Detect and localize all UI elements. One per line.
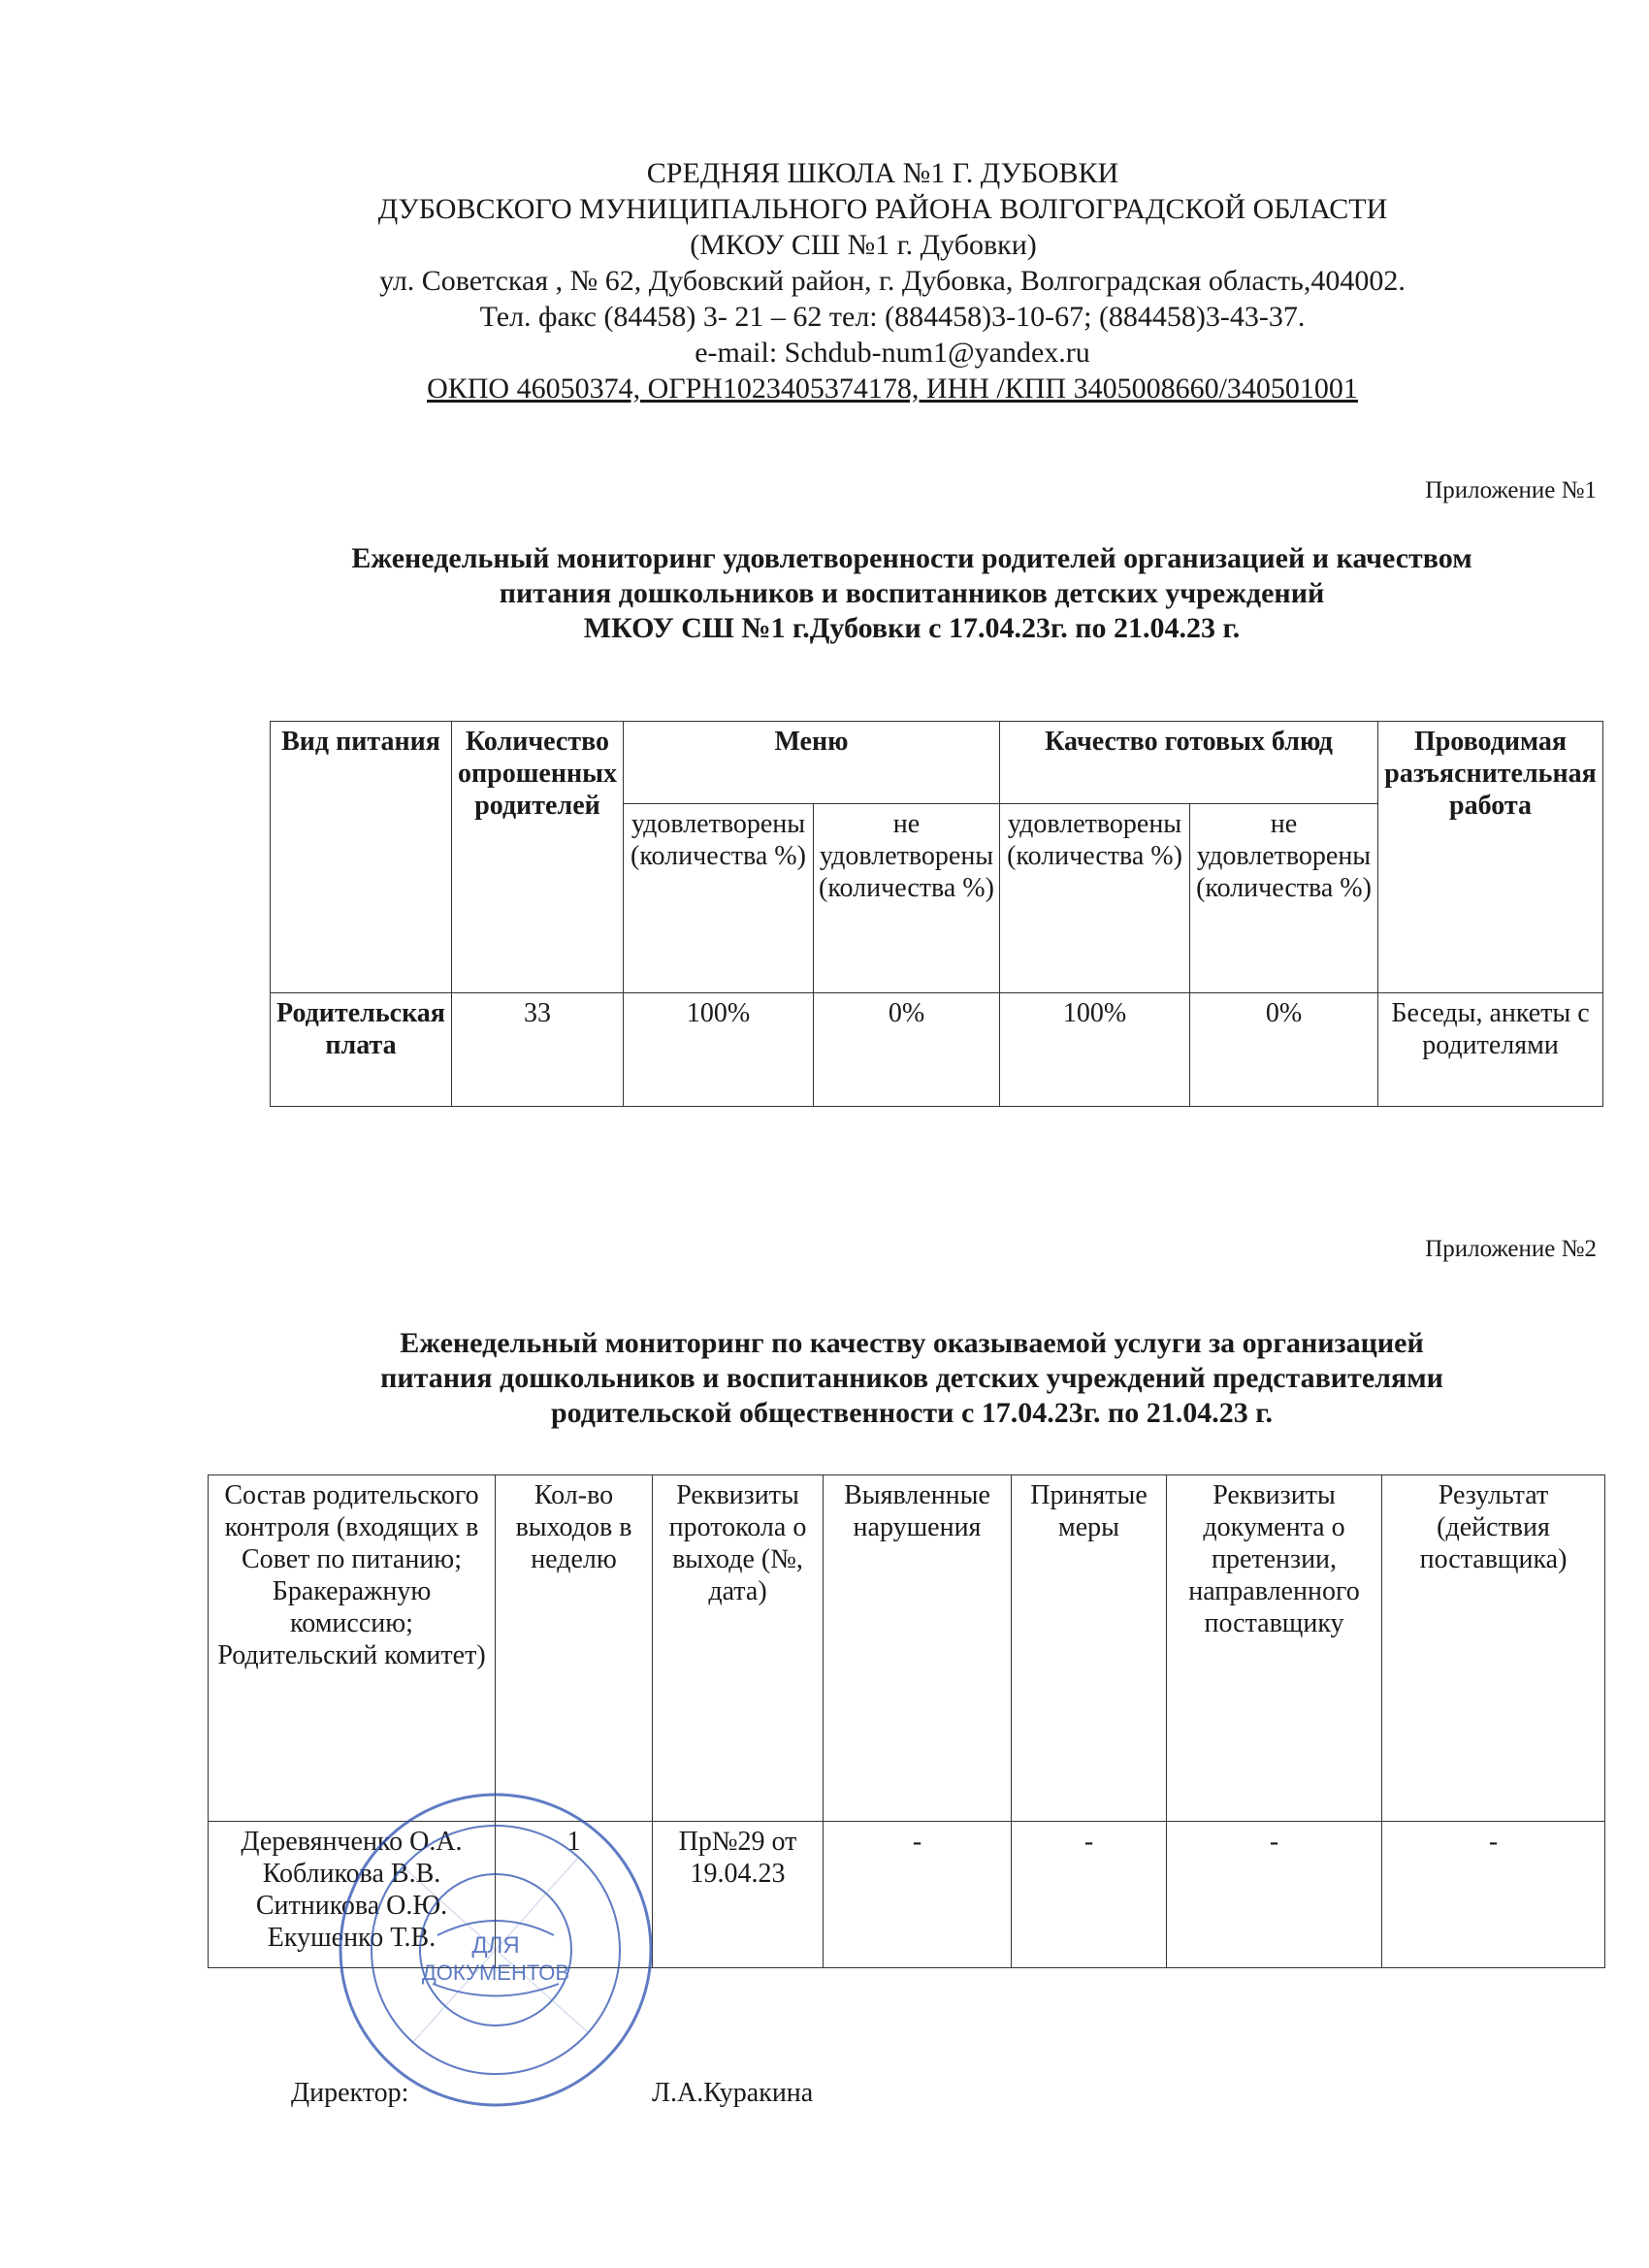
header-quality-unsatisfied: не удовлетворены (количества %) [1190, 804, 1378, 993]
header-menu-satisfied: удовлетворены (количества %) [624, 804, 814, 993]
title-line: питания дошкольников и воспитанников детских учреждений [499, 577, 1325, 609]
header-control-members: Состав родительского контроля (входящих в Совет по питанию; Бракеражную комиссию; Родительский комитет) [209, 1475, 496, 1822]
letterhead-line: (МКОУ СШ №1 г. Дубовки) [690, 229, 1037, 261]
header-respondents-count: Количество опрошенных родителей [452, 722, 624, 993]
title-line: Еженедельный мониторинг по качеству оказываемой услуги за организацией [400, 1327, 1424, 1359]
member-name: Ситникова О.Ю. [255, 1891, 448, 1921]
header-quality-satisfied: удовлетворены (количества %) [1000, 804, 1190, 993]
annex-1-title [242, 541, 1581, 646]
cell-measures: - [1012, 1822, 1167, 1968]
title-line: родительской общественности с 17.04.23г. по 21.04.23 г. [550, 1397, 1274, 1429]
official-seal [336, 1790, 656, 2110]
letterhead-line: СРЕДНЯЯ ШКОЛА №1 Г. ДУБОВКИ [646, 157, 1119, 189]
director-name: Л.А.Куракина [652, 2078, 814, 2108]
cell-menu-unsatisfied: 0% [814, 993, 1000, 1107]
header-menu: Меню [624, 722, 1000, 804]
cell-explanatory-work: Беседы, анкеты с родителями [1378, 993, 1603, 1107]
header-visits-per-week: Кол-во выходов в неделю [496, 1475, 653, 1822]
header-menu-unsatisfied: не удовлетворены (количества %) [814, 804, 1000, 993]
header-explanatory-work: Проводимая разъяснительная работа [1378, 722, 1603, 993]
cell-quality-satisfied: 100% [1000, 993, 1190, 1107]
director-label: Директор: [291, 2078, 409, 2108]
header-violations: Выявленные нарушения [824, 1475, 1012, 1822]
letterhead-registry-codes: ОКПО 46050374, ОГРН1023405374178, ИНН /КПП 3405008660/340501001 [427, 373, 1358, 405]
cell-menu-satisfied: 100% [624, 993, 814, 1107]
header-food-type: Вид питания [271, 722, 452, 993]
cell-violations: - [824, 1822, 1012, 1968]
annex-2-title [242, 1326, 1581, 1431]
satisfaction-table [270, 721, 1603, 1107]
annex-2-label: Приложение №2 [1425, 1236, 1597, 1262]
annex-1-label: Приложение №1 [1425, 477, 1597, 503]
signature-block [291, 2078, 814, 2109]
cell-food-type: Родительская плата [271, 993, 452, 1107]
letterhead-phones: Тел. факс (84458) 3- 21 – 62 тел: (884458)3-10-67; (884458)3-43-37. [479, 301, 1306, 333]
header-supplier-result: Результат (действия поставщика) [1382, 1475, 1605, 1822]
seal-text: ДЛЯ [471, 1932, 520, 1959]
member-name: Деревянченко О.А. [241, 1827, 463, 1857]
seal-text: ДОКУМЕНТОВ [421, 1960, 570, 1985]
cell-visits-per-week: 1 [496, 1822, 653, 1968]
cell-claim-details: - [1167, 1822, 1382, 1968]
school-letterhead [0, 155, 1649, 406]
letterhead-line: ДУБОВСКОГО МУНИЦИПАЛЬНОГО РАЙОНА ВОЛГОГРАДСКОЙ ОБЛАСТИ [377, 193, 1388, 225]
title-line: МКОУ СШ №1 г.Дубовки с 17.04.23г. по 21.04.23 г. [583, 612, 1241, 644]
title-line: питания дошкольников и воспитанников детских учреждений представителями [380, 1362, 1443, 1394]
member-name: Кобликова В.В. [262, 1859, 441, 1889]
header-protocol-details: Реквизиты протокола о выходе (№, дата) [653, 1475, 824, 1822]
header-measures: Принятые меры [1012, 1475, 1167, 1822]
header-dish-quality: Качество готовых блюд [1000, 722, 1378, 804]
letterhead-email: e-mail: Schdub-num1@yandex.ru [695, 337, 1090, 369]
header-claim-details: Реквизиты документа о претензии, направленного поставщику [1167, 1475, 1382, 1822]
letterhead-address: ул. Советская , № 62, Дубовский район, г. Дубовка, Волгоградская область,404002. [379, 265, 1406, 297]
member-name: Екушенко Т.В. [267, 1923, 436, 1953]
title-line: Еженедельный мониторинг удовлетворенности родителей организацией и качеством [351, 542, 1472, 574]
cell-respondents-count: 33 [452, 993, 624, 1107]
cell-supplier-result: - [1382, 1822, 1605, 1968]
table-row [271, 993, 1603, 1107]
cell-quality-unsatisfied: 0% [1190, 993, 1378, 1107]
cell-protocol-details: Пр№29 от 19.04.23 [653, 1822, 824, 1968]
